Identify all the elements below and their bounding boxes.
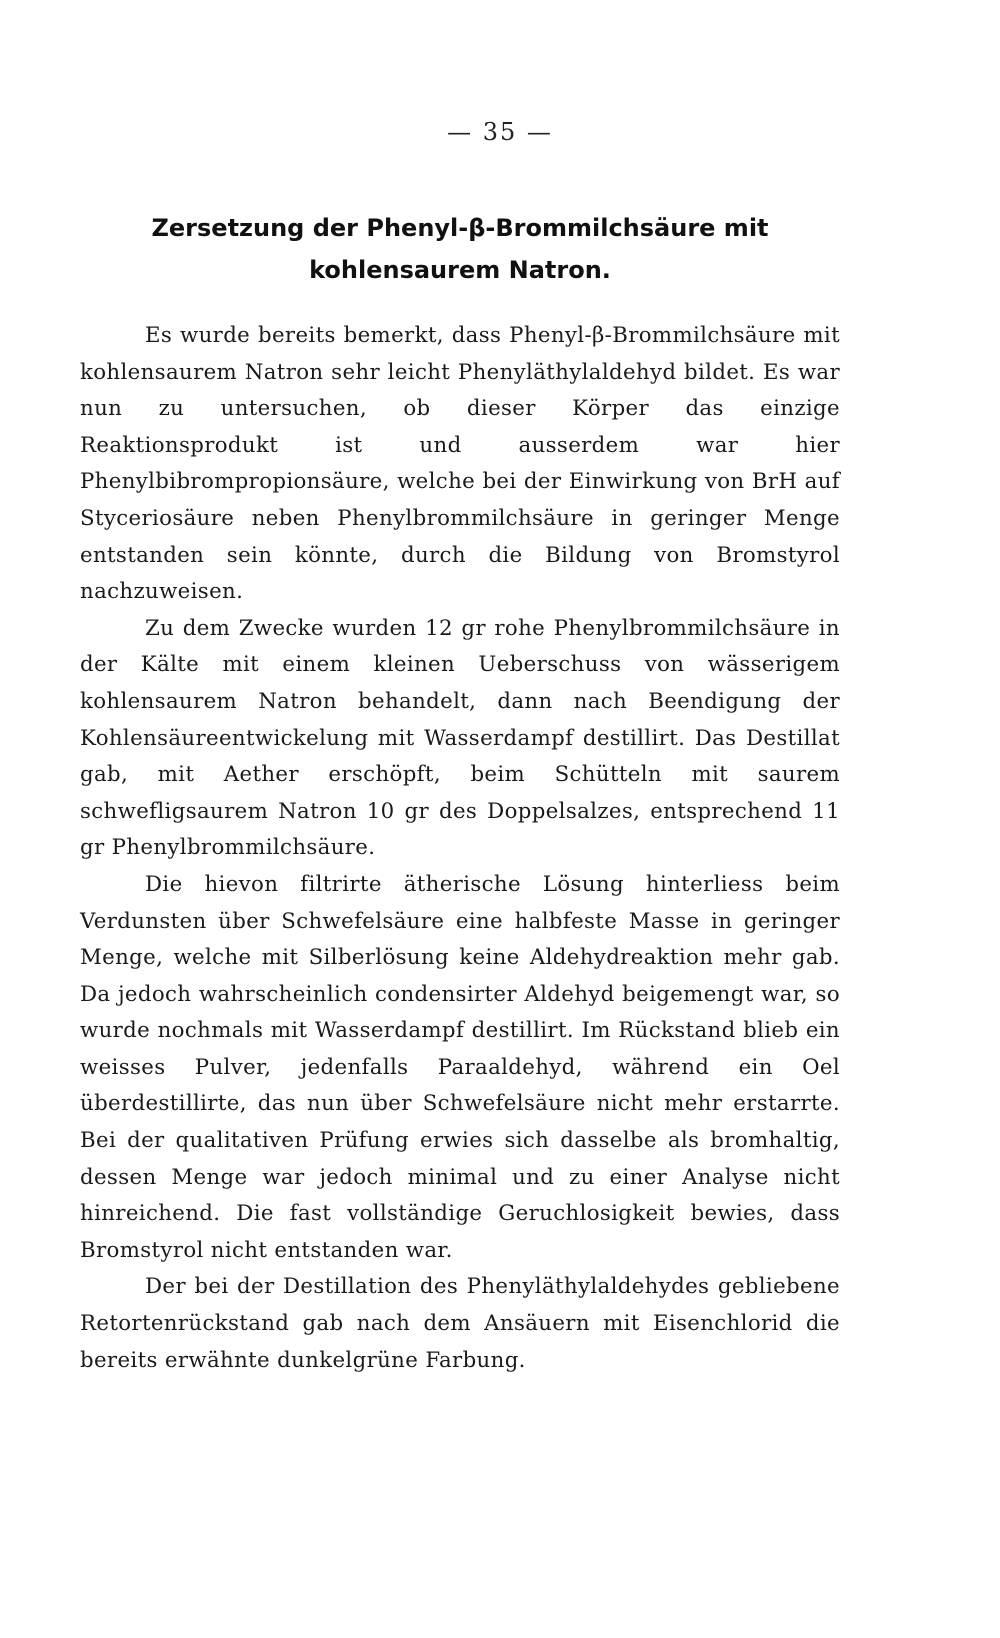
paragraph-4: Der bei der Destillation des Phenyläthylaldehydes gebliebene Retortenrückstand gab nach dem Ansäuern mit Eisenchlorid die bereits erwähnte dunkelgrüne Farbung. [80,1274,840,1373]
page-number: — 35 — [447,118,553,146]
paragraph-2: Zu dem Zwecke wurden 12 gr rohe Phenylbrommilchsäure in der Kälte mit einem kleinen Ueberschuss von wässerigem kohlensaurem Natron behandelt, dann nach Beendigung der Kohlensäureentwickelung mit Wasserdampf destillirt. Das Destillat gab, mit Aether erschöpft, beim Schütteln mit saurem schwefligsaurem Natron 10 gr des Doppelsalzes, entsprechend 11 gr Phenylbrommilchsäure. [80,615,840,861]
paragraph-1: Es wurde bereits bemerkt, dass Phenyl-β-Brommilchsäure mit kohlensaurem Natron sehr leicht Phenyläthylaldehyd bildet. Es war nun zu untersuchen, ob dieser Körper das einzige Reaktionsprodukt ist und ausserdem war hier Phenylbibrompropionsäure, welche bei der Einwirkung von BrH auf Styceriosäure neben Phenylbrommilchsäure in geringer Menge entstanden sein könnte, durch die Bildung von Bromstyrol nachzuweisen. [80,323,840,605]
body-text [80,318,840,1379]
section-title: Zersetzung der Phenyl-β-Brommilchsäure mit kohlensaurem Natron. [151,214,769,284]
paragraph-3: Die hievon filtrirte ätherische Lösung hinterliess beim Verdunsten über Schwefelsäure eine halbfeste Masse in geringer Menge, welche mit Silberlösung keine Aldehydreaktion mehr gab. Da jedoch wahrscheinlich condensirter Aldehyd beigemengt war, so wurde nochmals mit Wasserdampf destillirt. Im Rückstand blieb ein weisses Pulver, jedenfalls Paraaldehyd, während ein Oel überdestillirte, das nun über Schwefelsäure nicht mehr erstarrte. Bei der qualitativen Prüfung erwies sich dasselbe als bromhaltig, dessen Menge war jedoch minimal und zu einer Analyse nicht hinreichend. Die fast vollständige Geruchlosigkeit bewies, dass Bromstyrol nicht entstanden war. [80,871,840,1263]
